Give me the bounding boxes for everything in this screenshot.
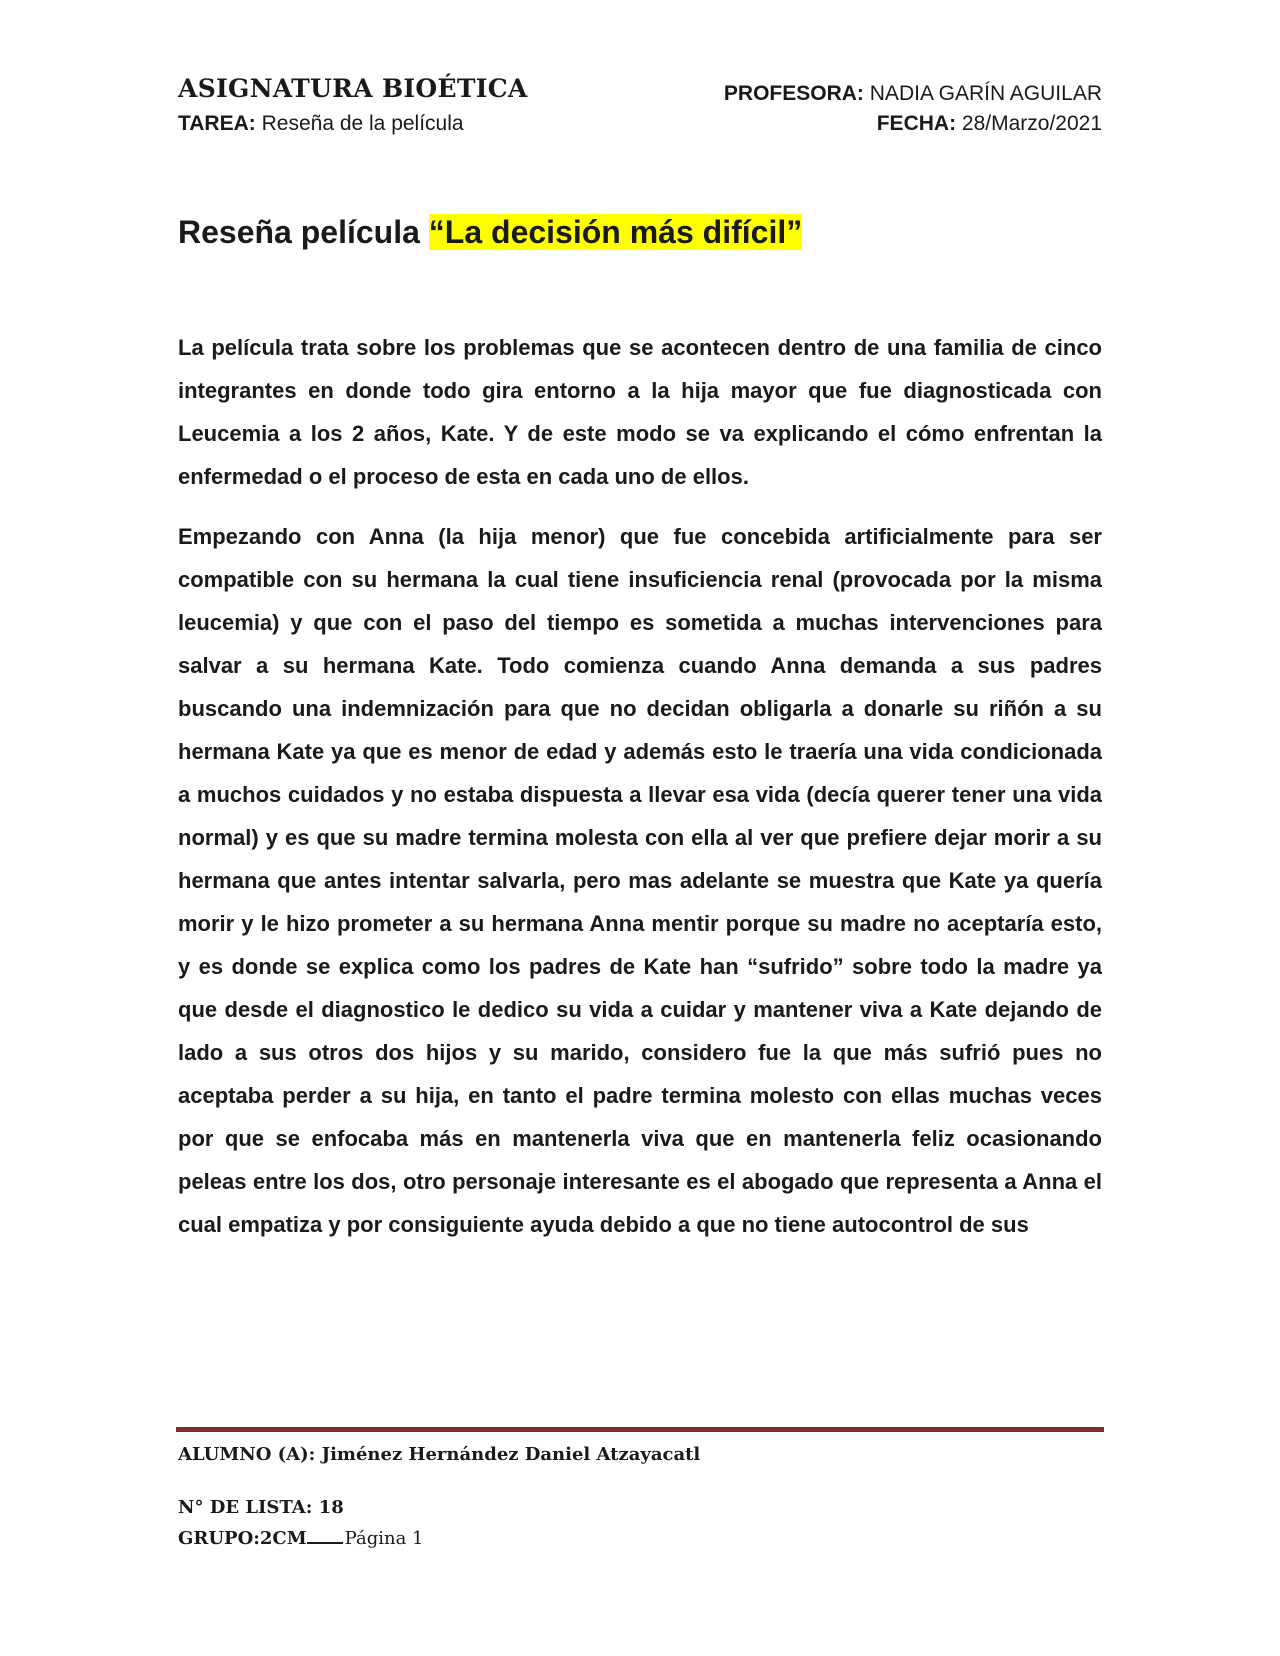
date-line [877,112,1102,136]
list-number: N° DE LISTA: 18 [178,1497,344,1518]
title-highlighted: “La decisión más difícil” [428,214,803,250]
teacher-label: PROFESORA: [723,82,864,105]
task-line [178,112,464,136]
page-title [178,214,802,251]
date-value: 28/Marzo/2021 [961,112,1102,135]
group-line [178,1526,423,1549]
blank-line [307,1526,343,1544]
paragraph: La película trata sobre los problemas que se acontecen dentro de una familia de cinco integrantes en donde todo gira entorno a la hija mayor que fue diagnosticada con Leucemia a los 2 años, Kate. Y de este modo se va explicando el cómo enfrentan la enfermedad o el proceso de esta en cada uno de ellos. [178,335,1102,489]
task-label: TAREA: [178,112,256,135]
student-name: ALUMNO (A): Jiménez Hernández Daniel Atzayacatl [178,1444,701,1465]
date-label: FECHA: [876,112,957,135]
group-value: GRUPO:2CM [178,1528,307,1549]
paragraph: Empezando con Anna (la hija menor) que fue concebida artificialmente para ser compatible con su hermana la cual tiene insuficiencia renal (provocada por la misma leucemia) y que con el paso del tiempo es sometida a muchas intervenciones para salvar a su hermana Kate. Todo comienza cuando Anna demanda a sus padres buscando una indemnización para que no decidan obligarla a donarle su riñón a su hermana Kate ya que es menor de edad y además esto le traería una vida condicionada a muchos cuidados y no estaba dispuesta a llevar esa vida (decía querer tener una vida normal) y es que su madre termina molesta con ella al ver que prefiere dejar morir a su hermana que antes intentar salvarla, pero mas adelante se muestra que Kate ya quería morir y le hizo prometer a su hermana Anna mentir porque su madre no aceptaría esto, y es donde se explica como los padres de Kate han “sufrido” sobre todo la madre ya que desde el diagnostico le dedico su vida a cuidar y mantener viva a Kate dejando de lado a sus otros dos hijos y su marido, considero fue la que más sufrió pues no aceptaba perder a su hija, en tanto el padre termina molesto con ellas muchas veces por que se enfocaba más en mantenerla viva que en mantenerla feliz ocasionando peleas entre los dos, otro personaje interesante es el abogado que representa a Anna el cual empatiza y por consiguiente ayuda debido a que no tiene autocontrol de sus [178,524,1102,1237]
subject-title: ASIGNATURA BIOÉTICA [178,74,528,103]
footer-divider [176,1427,1104,1432]
page-number: Página 1 [344,1528,424,1549]
task-value: Reseña de la película [261,112,464,135]
teacher-line [724,82,1102,106]
teacher-value: NADIA GARÍN AGUILAR [869,82,1102,105]
title-prefix: Reseña película [178,214,429,250]
review-body [178,326,1102,1246]
